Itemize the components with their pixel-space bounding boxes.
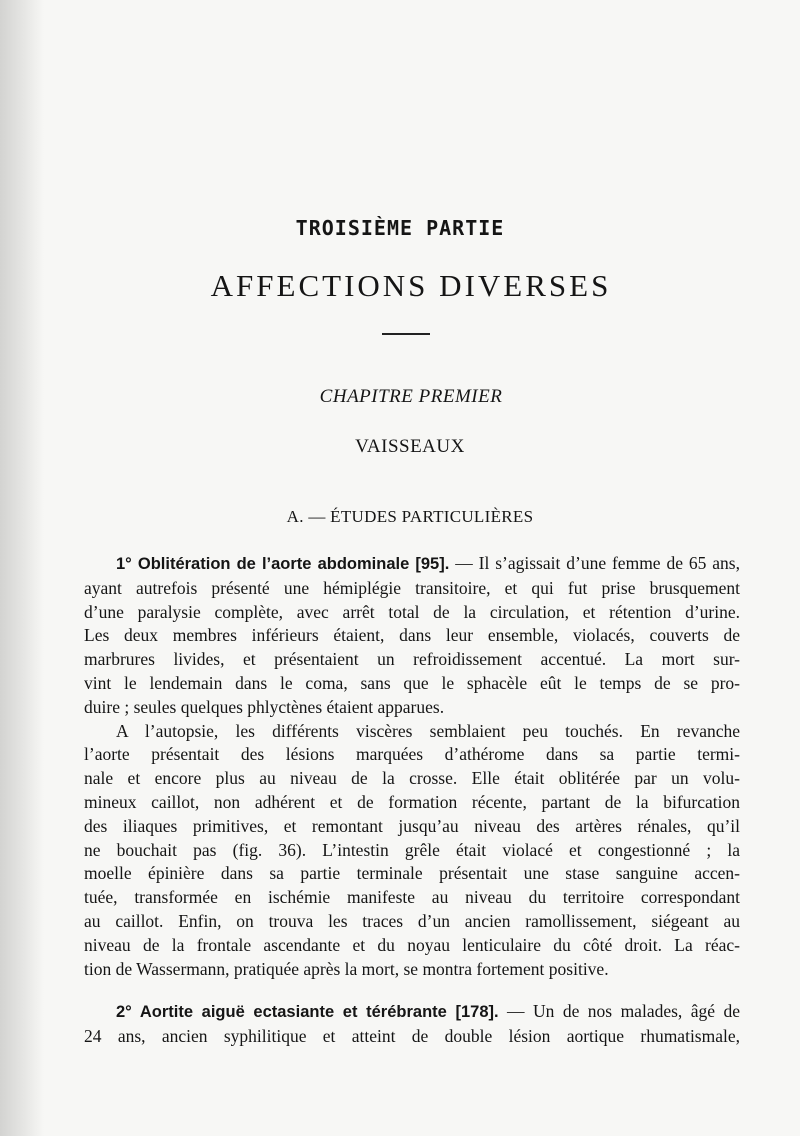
text-line: 24 ans, ancien syphilitique et atteint de double lésion aortique rhumatismale, (84, 1025, 740, 1046)
chapter-title: VAISSEAUX (355, 436, 465, 457)
text-line: 1° Oblitération de l’aorte abdominale [95]. — Il s’agissait d’une femme de 65 ans, (116, 553, 740, 573)
text-line: mineux caillot, non adhérent et de formation récente, partant de la bifurcation (84, 791, 740, 812)
text-line: Les deux membres inférieurs étaient, dans leur ensemble, violacés, couverts de (84, 625, 740, 646)
text-line: moelle épinière dans sa partie terminale présentait une stase sanguine accen- (84, 863, 740, 884)
entry-2-text (84, 1000, 740, 1049)
subsection-heading: A. — ÉTUDES PARTICULIÈRES (286, 507, 534, 526)
text-line: au caillot. Enfin, on trouva les traces d’un ancien ramollissement, siégeant au (84, 910, 740, 931)
entry-2-lead: 2° Aortite aiguë ectasiante et térébrante [178]. (116, 1003, 499, 1021)
text-line: niveau de la frontale ascendante et du noyau lenticulaire du côté droit. La réac- (84, 934, 740, 955)
text-line: duire ; seules quelques phlyctènes étaient apparues. (84, 696, 445, 717)
entry-1-text (84, 552, 740, 981)
text-line: ne bouchait pas (fig. 36). L’intestin grêle était violacé et congestionné ; la (84, 839, 740, 860)
text-line: nale et encore plus au niveau de la crosse. Elle était oblitérée par un volu- (84, 768, 740, 789)
text-line: marbrures livides, et présentaient un refroidissement accentué. La mort sur- (84, 649, 740, 670)
text-line: 2° Aortite aiguë ectasiante et térébrante [178]. — Un de nos malades, âgé de (116, 1001, 740, 1021)
text-line: d’une paralysie complète, avec arrêt total de la circulation, et rétention d’urine. (84, 601, 740, 622)
title-rule (382, 333, 430, 335)
part-heading: TROISIÈME PARTIE (295, 216, 505, 240)
entry-1-lead: 1° Oblitération de l’aorte abdominale [95]. (116, 555, 450, 573)
text-line: tion de Wassermann, pratiquée après la mort, se montra fortement positive. (84, 958, 609, 979)
section-title: AFFECTIONS DIVERSES (210, 268, 612, 303)
chapter-label: CHAPITRE PREMIER (319, 386, 503, 407)
text-line: vint le lendemain dans le coma, sans que le sphacèle eût le temps de se pro- (84, 672, 740, 693)
text-line: l’aorte présentait des lésions marquées d’athérome dans sa partie termi- (84, 744, 740, 765)
text-line: des iliaques primitives, et remontant jusqu’au niveau des artères rénales, qu’il (84, 815, 740, 836)
text-line: A l’autopsie, les différents viscères semblaient peu touchés. En revanche (116, 720, 740, 741)
text-line: tuée, transformée en ischémie manifeste au niveau du territoire correspondant (84, 887, 740, 908)
text-line: ayant autrefois présenté une hémiplégie transitoire, et qui fut prise brusquement (84, 577, 740, 598)
